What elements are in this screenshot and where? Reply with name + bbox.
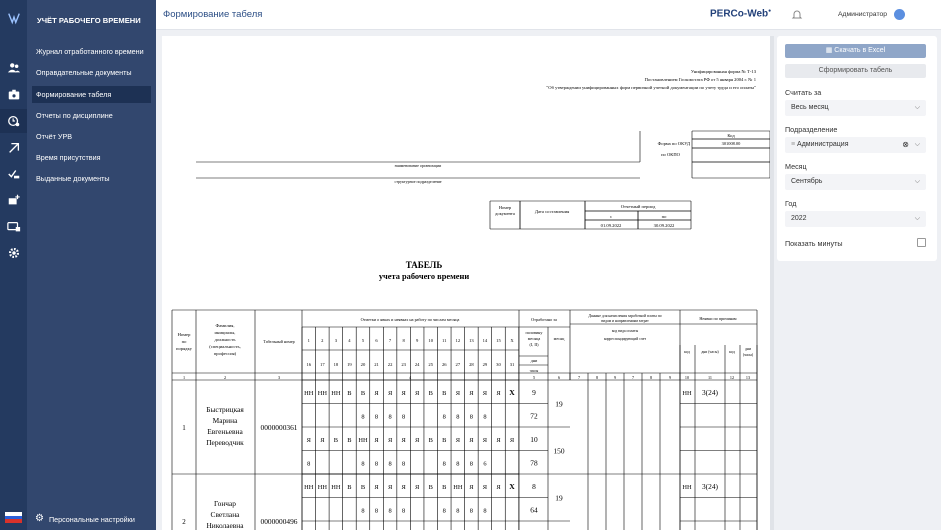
day-mark: 8 xyxy=(483,507,487,515)
day-mark: В xyxy=(347,484,352,491)
day-mark: В xyxy=(442,484,447,491)
app-title: УЧЁТ РАБОЧЕГО ВРЕМЕНИ xyxy=(37,16,141,25)
page-title: Формирование табеля xyxy=(163,9,263,20)
flag-icon[interactable] xyxy=(5,512,22,523)
document-grid xyxy=(162,36,770,530)
col-dayshours2-label: (часы) xyxy=(742,353,754,357)
col-num-label: порядку xyxy=(176,346,192,351)
day-mark: Я xyxy=(387,390,393,397)
day-mark: X xyxy=(509,482,515,491)
day-number: 31 xyxy=(509,362,515,367)
timesheet-subtitle: учета рабочего времени xyxy=(378,272,470,281)
column-number: 11 xyxy=(707,375,713,380)
day-mark: В xyxy=(442,390,447,397)
col-name-label: Фамилия, xyxy=(215,323,235,328)
day-mark: 8 xyxy=(388,413,392,421)
day-mark: 6 xyxy=(483,460,487,468)
minutes-checkbox[interactable] xyxy=(917,238,926,247)
half1-days: 9 xyxy=(532,388,536,397)
column-number: 8 xyxy=(595,375,599,380)
day-mark: Я xyxy=(469,484,474,491)
employee-name: Переводчик xyxy=(206,438,244,447)
gear-icon: ⚙ xyxy=(35,513,44,524)
day-number: 1 xyxy=(307,338,310,343)
employee-name: Светлана xyxy=(210,510,240,519)
day-mark: Я xyxy=(455,437,460,444)
day-number: 28 xyxy=(469,362,474,367)
day-mark: Я xyxy=(306,437,311,444)
col-half-label: месяца xyxy=(527,336,541,341)
day-number: 7 xyxy=(388,338,392,343)
day-mark: НН xyxy=(331,484,341,491)
day-number: X xyxy=(510,338,514,343)
chevron-down-icon: ⌵ xyxy=(914,141,920,148)
day-mark: 8 xyxy=(388,460,392,468)
month-select[interactable] xyxy=(785,174,926,190)
col-dayshours2-label: дни xyxy=(745,347,751,351)
day-mark: Я xyxy=(469,437,474,444)
day-number: 13 xyxy=(469,338,474,343)
day-mark: В xyxy=(360,484,366,491)
docnum-label: Номер xyxy=(498,205,512,210)
settings-panel xyxy=(777,36,937,261)
employee-name: Евгеньевна xyxy=(207,427,243,436)
day-mark: Я xyxy=(415,390,420,397)
day-mark: НН xyxy=(358,437,368,444)
day-mark: Я xyxy=(401,437,406,444)
column-number: 9 xyxy=(668,375,672,380)
day-number: 22 xyxy=(387,362,393,367)
dept-caption: структурное подразделение xyxy=(394,179,442,184)
day-mark: В xyxy=(347,437,352,444)
day-mark: Я xyxy=(401,390,406,397)
scrollbar[interactable] xyxy=(770,36,774,530)
column-number: 7 xyxy=(577,375,581,380)
col-days-label: дни xyxy=(530,358,538,363)
day-mark: Я xyxy=(374,390,379,397)
employee-name: Николаевна xyxy=(206,521,244,530)
day-mark: 8 xyxy=(374,460,379,468)
access-icon[interactable] xyxy=(0,136,27,160)
day-mark: В xyxy=(333,437,339,444)
year-value: 2022 xyxy=(791,215,807,222)
day-number: 2 xyxy=(321,338,324,343)
col-tab-label: Табельный номер xyxy=(263,339,295,344)
day-mark: НН xyxy=(304,390,314,397)
month-hours: 150 xyxy=(553,446,565,456)
column-number: 12 xyxy=(729,375,735,380)
day-mark: Я xyxy=(387,484,393,491)
day-number: 17 xyxy=(320,362,325,367)
to-value: 30.09.2022 xyxy=(653,223,675,228)
day-mark: НН xyxy=(304,484,314,491)
okud-label: Форма по ОКУД xyxy=(657,141,690,146)
col-dayshours-label: дни (часы) xyxy=(701,350,719,354)
col-code2-label: код xyxy=(729,349,735,354)
day-number: 5 xyxy=(361,338,365,343)
day-mark: Я xyxy=(482,484,488,491)
okpo-label: по ОКПО xyxy=(661,152,680,157)
employee-name: Марина xyxy=(212,416,238,425)
clear-icon[interactable]: ⊗ xyxy=(902,140,909,149)
col-pay-label: Данные для начисления заработной платы по xyxy=(588,314,662,318)
day-mark: 8 xyxy=(402,507,406,515)
year-label: Год xyxy=(785,199,797,208)
perco-logo-icon[interactable] xyxy=(0,6,27,30)
menu-item-work-log[interactable]: Журнал отработанного времени xyxy=(36,47,144,56)
column-number: 2 xyxy=(223,375,227,380)
column-number: 10 xyxy=(684,375,690,380)
col-pay-label: видам и направлениям затрат xyxy=(601,319,649,323)
user-name[interactable]: Администратор xyxy=(838,11,888,18)
day-mark: НН xyxy=(317,484,327,491)
col-marks-label: Отметки о явках и неявках на работу по числам месяца xyxy=(360,317,460,322)
col-month-label: месяц xyxy=(553,336,565,341)
day-number: 9 xyxy=(416,338,419,343)
personal-settings-link[interactable] xyxy=(35,514,135,524)
absence-value: 3(24) xyxy=(701,482,719,491)
menu-item-urv-report[interactable]: Отчёт УРВ xyxy=(36,132,73,141)
chevron-down-icon: ⌵ xyxy=(914,178,920,185)
day-number: 27 xyxy=(455,362,461,367)
col-num-label: по xyxy=(181,339,187,344)
column-number: 13 xyxy=(745,375,751,380)
absence-code: НН xyxy=(682,390,692,397)
day-number: 24 xyxy=(414,362,420,367)
col-absence-label: Неявки по причинам xyxy=(699,316,737,321)
day-number: 21 xyxy=(374,362,379,367)
day-mark: 8 xyxy=(374,413,379,421)
day-mark: 8 xyxy=(442,460,446,468)
col-half-label: (I, II) xyxy=(529,342,539,347)
day-mark: НН xyxy=(331,390,341,397)
from-value: 01.09.2022 xyxy=(600,223,622,228)
day-number: 18 xyxy=(333,362,339,367)
chevron-down-icon: ⌵ xyxy=(914,215,920,222)
day-mark: X xyxy=(509,388,515,397)
col-account-label: корреспондирующий счет xyxy=(603,337,647,341)
menu-item-justification-docs[interactable]: Оправдательные документы xyxy=(36,68,132,77)
day-mark: 8 xyxy=(388,507,392,515)
day-number: 29 xyxy=(482,362,488,367)
day-number: 15 xyxy=(496,338,501,343)
day-number: 6 xyxy=(375,338,378,343)
chevron-down-icon: ⌵ xyxy=(914,104,920,111)
day-mark: Я xyxy=(482,437,488,444)
day-mark: 8 xyxy=(402,413,406,421)
month-value: Сентябрь xyxy=(791,178,823,185)
brand-name: PERCo-Web xyxy=(710,8,769,20)
day-mark: Я xyxy=(496,484,501,491)
form-line-1: Унифицированная форма № Т-13 xyxy=(690,69,756,74)
employee-num: 1 xyxy=(182,424,186,432)
col-worked-label: Отработано за xyxy=(531,317,557,322)
col-paycode-label: код вида оплаты xyxy=(611,329,639,333)
employee-num: 2 xyxy=(182,518,186,526)
day-number: 30 xyxy=(496,362,501,367)
month-days: 19 xyxy=(555,493,563,503)
top-bar xyxy=(156,0,941,30)
avatar[interactable] xyxy=(894,9,905,20)
day-number: 19 xyxy=(347,362,352,367)
day-mark: НН xyxy=(317,390,327,397)
sidebar-menu xyxy=(27,0,156,530)
users-icon[interactable] xyxy=(0,56,27,80)
day-mark: Я xyxy=(496,437,501,444)
form-line-3: "Об утверждении унифицированных форм первичной учетной документации по учету труда и его оплаты" xyxy=(546,85,756,90)
org-caption: наименование организации xyxy=(394,163,442,168)
brand-logo: PERCo-Web● xyxy=(710,8,772,20)
day-mark: В xyxy=(428,437,433,444)
bell-icon[interactable] xyxy=(791,8,803,20)
column-number: 3 xyxy=(277,375,281,380)
day-mark: Я xyxy=(320,437,325,444)
day-mark: 8 xyxy=(442,507,446,515)
day-mark: Я xyxy=(469,390,474,397)
month-days: 19 xyxy=(555,399,563,409)
day-number: 26 xyxy=(441,362,447,367)
form-line-2: Постановлением Госкомстата РФ от 5 января 2004 г. № 1 xyxy=(644,77,756,82)
half1-hours: 64 xyxy=(530,505,538,515)
to-label: по xyxy=(661,214,667,219)
day-mark: Я xyxy=(401,484,406,491)
day-mark: 8 xyxy=(469,460,473,468)
day-mark: 8 xyxy=(469,413,473,421)
period-label: Отчетный период xyxy=(620,204,656,209)
timesheet-title: ТАБЕЛЬ xyxy=(405,260,443,270)
day-number: 23 xyxy=(401,362,406,367)
day-mark: В xyxy=(428,390,433,397)
add-device-icon[interactable] xyxy=(0,188,27,212)
day-number: 4 xyxy=(348,338,351,343)
half2-hours: 78 xyxy=(530,458,538,468)
employee-name: Быстрицкая xyxy=(206,405,244,414)
from-label: с xyxy=(609,214,613,219)
gear-icon[interactable] xyxy=(0,241,27,265)
column-number: 6 xyxy=(557,375,561,380)
badge-icon[interactable] xyxy=(0,83,27,107)
day-mark: Я xyxy=(415,437,420,444)
day-mark: 8 xyxy=(456,413,460,421)
timesheet-document xyxy=(162,36,770,530)
table-icon: ▦ xyxy=(825,47,835,54)
dept-label: Подразделение xyxy=(785,125,838,134)
day-number: 16 xyxy=(306,362,312,367)
count-value: Весь месяц xyxy=(791,104,829,111)
col-name-label: должность xyxy=(214,337,236,342)
half1-days: 8 xyxy=(532,482,536,491)
count-label: Считать за xyxy=(785,88,822,97)
day-mark: 8 xyxy=(402,460,406,468)
docnum-label: документа xyxy=(495,211,515,216)
day-number: 10 xyxy=(428,338,434,343)
day-number: 8 xyxy=(402,338,405,343)
column-number: 9 xyxy=(613,375,617,380)
employee-tab: 0000000361 xyxy=(260,423,298,432)
col-hours-label: часы xyxy=(529,368,539,373)
column-number: 8 xyxy=(649,375,653,380)
column-number: 5 xyxy=(532,375,536,380)
year-select[interactable] xyxy=(785,211,926,227)
day-mark: Я xyxy=(374,484,379,491)
day-mark: Я xyxy=(509,437,515,444)
date-label: Дата составления xyxy=(534,209,570,214)
col-half-label: половину xyxy=(525,330,543,335)
excel-button-label: Скачать в Excel xyxy=(834,47,886,54)
personal-settings-label: Персональные настройки xyxy=(48,514,135,524)
excel-button[interactable] xyxy=(785,44,926,58)
day-mark: В xyxy=(360,390,366,397)
time-tracking-icon[interactable] xyxy=(0,109,27,133)
column-number: 1 xyxy=(182,375,186,380)
day-mark: 8 xyxy=(456,460,460,468)
employee-name: Гончар xyxy=(214,499,236,508)
day-number: 25 xyxy=(428,362,434,367)
day-mark: В xyxy=(428,484,433,491)
day-number: 14 xyxy=(482,338,488,343)
minutes-label: Показать минуты xyxy=(785,239,843,248)
day-mark: Я xyxy=(374,437,379,444)
col-name-label: (специальность, xyxy=(209,344,241,349)
day-mark: Я xyxy=(496,390,501,397)
dept-select[interactable] xyxy=(785,137,926,153)
day-mark: Я xyxy=(482,390,488,397)
generate-button[interactable]: Сформировать табель xyxy=(785,64,926,78)
day-number: 3 xyxy=(334,338,338,343)
day-mark: 8 xyxy=(456,507,460,515)
col-num-label: Номер xyxy=(177,332,191,337)
day-mark: 8 xyxy=(361,413,365,421)
month-label: Месяц xyxy=(785,162,807,171)
employee-tab: 0000000496 xyxy=(260,517,298,526)
col-name-label: инициалы, xyxy=(214,330,236,335)
icon-rail xyxy=(0,0,27,530)
menu-item-timesheet[interactable]: Формирование табеля xyxy=(32,86,151,103)
day-mark: 8 xyxy=(483,413,487,421)
col-code-label: код xyxy=(684,349,690,354)
day-mark: В xyxy=(347,390,352,397)
menu-item-presence-time[interactable]: Время присутствия xyxy=(36,153,101,162)
day-mark: 8 xyxy=(361,507,365,515)
monitor-icon[interactable] xyxy=(0,215,27,239)
column-number: 7 xyxy=(631,375,635,380)
day-mark: В xyxy=(442,437,447,444)
column-number: 4 xyxy=(408,375,412,380)
day-mark: Я xyxy=(387,437,393,444)
day-number: 11 xyxy=(442,338,447,343)
day-mark: 8 xyxy=(361,460,365,468)
day-mark: 8 xyxy=(442,413,446,421)
list-icon: ≡ xyxy=(791,141,798,148)
dept-value: Администрация xyxy=(797,141,849,148)
day-mark: 8 xyxy=(469,507,473,515)
day-mark: Я xyxy=(455,390,460,397)
menu-item-discipline-reports[interactable]: Отчеты по дисциплине xyxy=(36,111,113,120)
absence-value: 3(24) xyxy=(701,388,719,397)
okud-value: 301008.00 xyxy=(721,141,741,146)
menu-item-issued-docs[interactable]: Выданные документы xyxy=(36,174,110,183)
half1-hours: 72 xyxy=(530,411,538,421)
absence-code: НН xyxy=(682,484,692,491)
code-label: Код xyxy=(727,133,735,138)
day-mark: НН xyxy=(453,484,463,491)
check-person-icon[interactable] xyxy=(0,162,27,186)
half2-days: 10 xyxy=(530,435,538,444)
day-mark: 8 xyxy=(374,507,379,515)
count-select[interactable] xyxy=(785,100,926,116)
day-mark: Я xyxy=(415,484,420,491)
day-mark: 8 xyxy=(307,460,311,468)
col-name-label: профессия) xyxy=(213,351,237,356)
day-number: 20 xyxy=(360,362,366,367)
day-number: 12 xyxy=(455,338,461,343)
